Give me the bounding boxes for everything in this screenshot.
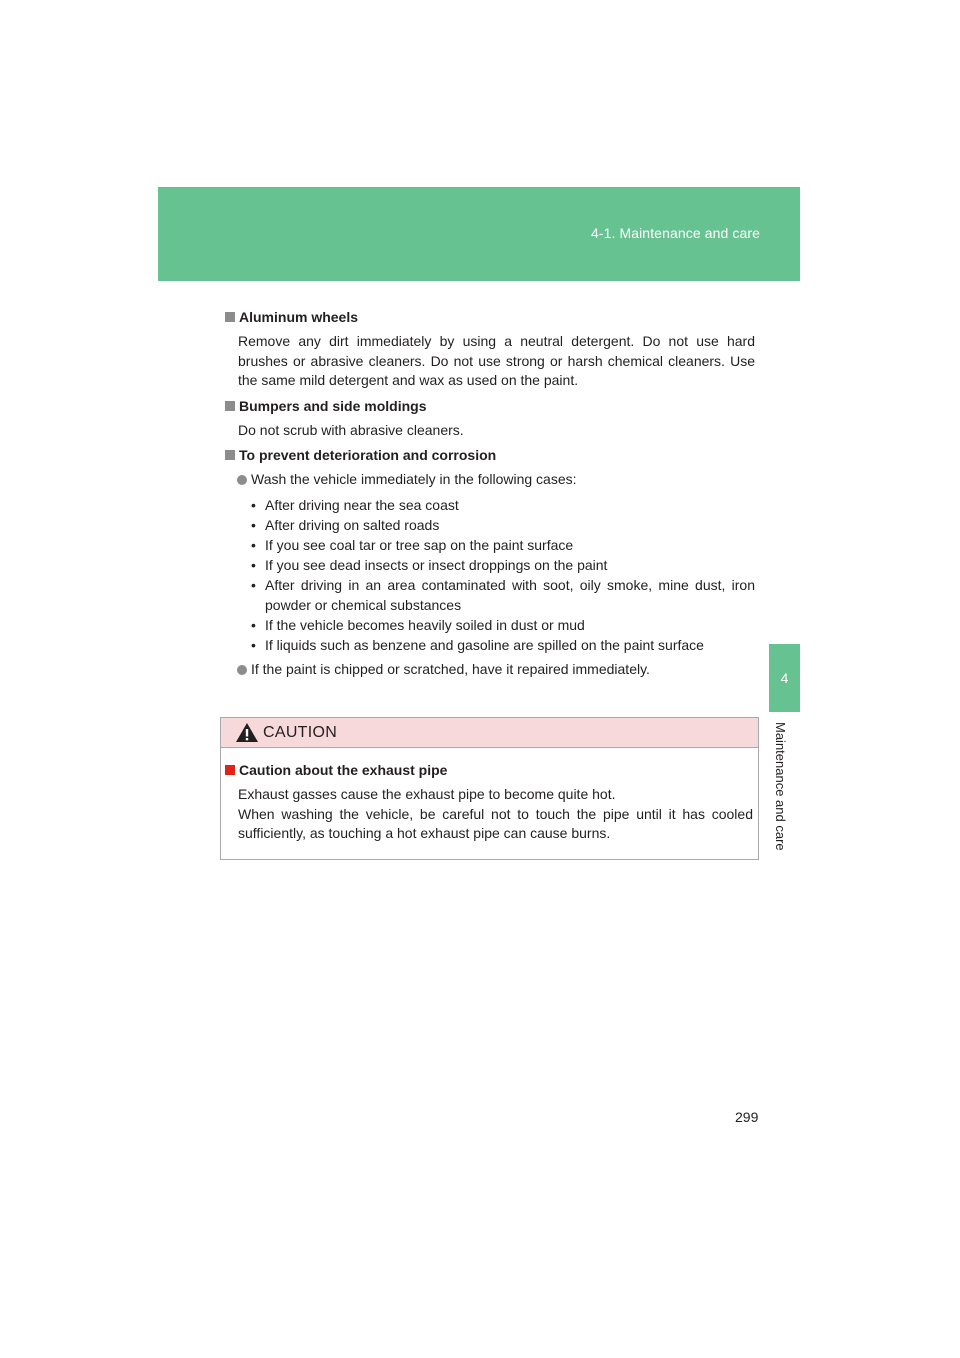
list-item: • After driving in an area contaminated with soot, oily smoke, mine dust, iron powder or chemical substances bbox=[251, 576, 755, 613]
list-item-text: If the paint is chipped or scratched, have it repaired immediately. bbox=[251, 660, 650, 677]
caution-box bbox=[220, 717, 759, 860]
circle-bullet-icon bbox=[237, 665, 247, 675]
list-item: • After driving on salted roads bbox=[251, 516, 440, 533]
section-heading bbox=[225, 398, 755, 414]
section-heading-text: To prevent deterioration and corrosion bbox=[239, 447, 497, 463]
chapter-label: Maintenance and care bbox=[773, 722, 788, 851]
section-heading bbox=[225, 447, 755, 463]
list-item-text: If you see coal tar or tree sap on the paint surface bbox=[265, 536, 574, 553]
header-band bbox=[158, 187, 800, 281]
caution-label: CAUTION bbox=[263, 723, 338, 741]
caution-body bbox=[221, 748, 758, 844]
caution-paragraph bbox=[238, 785, 753, 844]
caution-heading bbox=[225, 762, 753, 778]
caution-line: When washing the vehicle, be careful not to touch the pipe until it has cooled sufficiently, as touching a hot exhaust pipe can cause burns. bbox=[238, 805, 753, 841]
section-heading-text: Aluminum wheels bbox=[239, 309, 359, 325]
list-item-text: After driving in an area contaminated with soot, oily smoke, mine dust, iron powder or chemical substances bbox=[265, 576, 755, 613]
list-item: • If liquids such as benzene and gasoline are spilled on the paint surface bbox=[251, 636, 704, 653]
list-item: • After driving near the sea coast bbox=[251, 496, 459, 513]
list-item-text: If the vehicle becomes heavily soiled in dust or mud bbox=[265, 616, 585, 633]
square-marker-icon bbox=[225, 401, 235, 411]
circle-bullet-icon bbox=[237, 475, 247, 485]
list-item-text: If liquids such as benzene and gasoline are spilled on the paint surface bbox=[265, 636, 704, 653]
section-heading-text: Bumpers and side moldings bbox=[239, 397, 427, 414]
section-heading bbox=[225, 309, 755, 325]
list-item: • If you see coal tar or tree sap on the paint surface bbox=[251, 536, 574, 553]
square-marker-icon bbox=[225, 450, 235, 460]
chapter-number: 4 bbox=[780, 670, 789, 686]
page-content bbox=[225, 309, 755, 684]
section-paragraph: Do not scrub with abrasive cleaners. bbox=[238, 421, 464, 438]
section-title: 4-1. Maintenance and care bbox=[590, 225, 760, 241]
chapter-tab bbox=[769, 644, 800, 712]
list-item bbox=[237, 470, 755, 490]
square-marker-icon bbox=[225, 312, 235, 322]
list-item-text: If you see dead insects or insect droppings on the paint bbox=[265, 556, 608, 573]
page-number: 299 bbox=[735, 1109, 759, 1125]
caution-line: Exhaust gasses cause the exhaust pipe to become quite hot. bbox=[238, 786, 616, 802]
square-marker-icon bbox=[225, 765, 235, 775]
warning-triangle-icon bbox=[235, 722, 259, 743]
bullet-list bbox=[251, 495, 755, 655]
list-item-text: After driving on salted roads bbox=[265, 516, 440, 533]
caution-header bbox=[221, 718, 758, 748]
caution-heading-text: Caution about the exhaust pipe bbox=[239, 762, 448, 778]
list-item: • If you see dead insects or insect droppings on the paint bbox=[251, 556, 608, 573]
section-paragraph: Remove any dirt immediately by using a neutral detergent. Do not use hard brushes or abrasive cleaners. Do not use strong or harsh chemical cleaners. Use the same mild detergent and wax as used on the paint. bbox=[238, 333, 755, 388]
list-item bbox=[237, 660, 755, 680]
list-item: • If the vehicle becomes heavily soiled in dust or mud bbox=[251, 616, 585, 633]
list-item-text: After driving near the sea coast bbox=[265, 496, 459, 513]
list-item-text: Wash the vehicle immediately in the following cases: bbox=[251, 471, 577, 487]
